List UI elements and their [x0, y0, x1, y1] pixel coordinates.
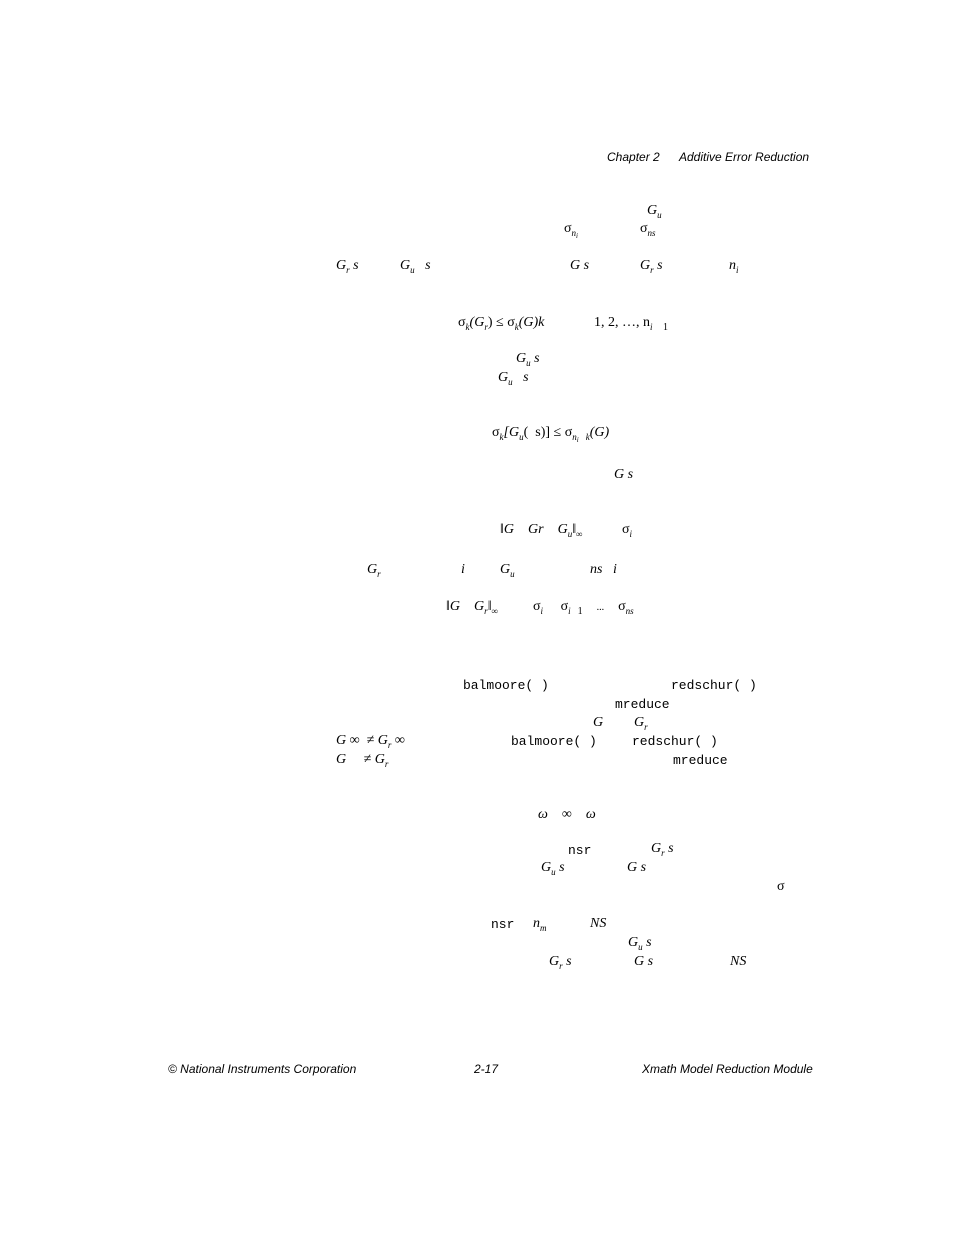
footer-manual-title: Xmath Model Reduction Module [642, 1062, 813, 1076]
math-fragment: G s [634, 954, 654, 969]
code-nsr: nsr [568, 843, 592, 858]
math-fragment: $G_u$ [647, 203, 662, 220]
math-fragment: $n_i$ [729, 258, 739, 275]
math-fragment: $G_u$ s [628, 935, 652, 952]
math-fragment: $G_r$ s [549, 954, 572, 971]
math-fragment: G ≠ $G_r$ [336, 752, 389, 769]
math-fragment: $G_r$ s [336, 258, 359, 275]
footer-page-number: 2-17 [474, 1062, 499, 1076]
math-fragment: NS [730, 954, 747, 969]
math-fragment: $\sigma_{ni}$ [564, 221, 578, 240]
math-fragment: $G_r$ [634, 715, 648, 732]
math-fragment: $\sigma_i$ [622, 522, 633, 539]
math-fragment: G s [627, 860, 647, 875]
math-fragment: G s [614, 467, 634, 482]
math-fragment: $G_u$ s [400, 258, 431, 275]
math-fragment: G [593, 715, 604, 730]
footer-copyright: © National Instruments Corporation [168, 1062, 357, 1076]
math-fragment: $G_u$ s [541, 860, 565, 877]
math-fragment: ω ∞ ω [538, 807, 596, 822]
math-fragment: $G_u$ [500, 562, 515, 579]
math-fragment: $G_u$ s [516, 351, 540, 368]
header-section: Additive Error Reduction [679, 150, 810, 164]
math-fragment: $n_m$ [533, 916, 547, 933]
math-fragment: $G_r$ s [640, 258, 663, 275]
code-redschur: redschur( ) [671, 678, 757, 693]
code-mreduce: mreduce [615, 697, 670, 712]
code-mreduce-2: mreduce [673, 753, 728, 768]
equation-4-sum: $\sigma_i$ $\sigma_i$ $_1$ ... $\sigma_{ns}$ [533, 599, 634, 617]
math-fragment: $G_u$ s [498, 370, 529, 387]
code-balmoore-2: balmoore( ) [511, 734, 597, 749]
code-nsr-2: nsr [491, 917, 515, 932]
equation-4: ‖G $G_r‖_\infty$ [446, 599, 499, 616]
equation-1: $\sigma_k(G_r) \le \sigma_k(G)k$ [458, 315, 545, 332]
math-fragment: σ [777, 879, 785, 894]
math-fragment: NS [590, 916, 607, 931]
math-fragment: i [461, 562, 465, 577]
code-redschur-2: redschur( ) [632, 734, 718, 749]
math-fragment: G ∞ ≠ $G_r$ ∞ [336, 733, 405, 750]
math-fragment: ns i [590, 562, 617, 577]
math-fragment: $G_r$ [367, 562, 381, 579]
math-fragment: $\sigma_{ns}$ [640, 221, 656, 238]
math-fragment: G s [570, 258, 590, 273]
header-chapter: Chapter 2 [607, 150, 660, 164]
equation-3: ‖G Gr $G_u‖_\infty$ [500, 522, 583, 539]
equation-2: $\sigma_k[G_u$( $s)] \le \sigma_{ni}$ $_k$(G) [492, 425, 610, 444]
equation-1-index: 1, 2, …, $n_i$ $_1$ [594, 315, 669, 333]
math-fragment: $G_r$ s [651, 841, 674, 858]
code-balmoore: balmoore( ) [463, 678, 549, 693]
